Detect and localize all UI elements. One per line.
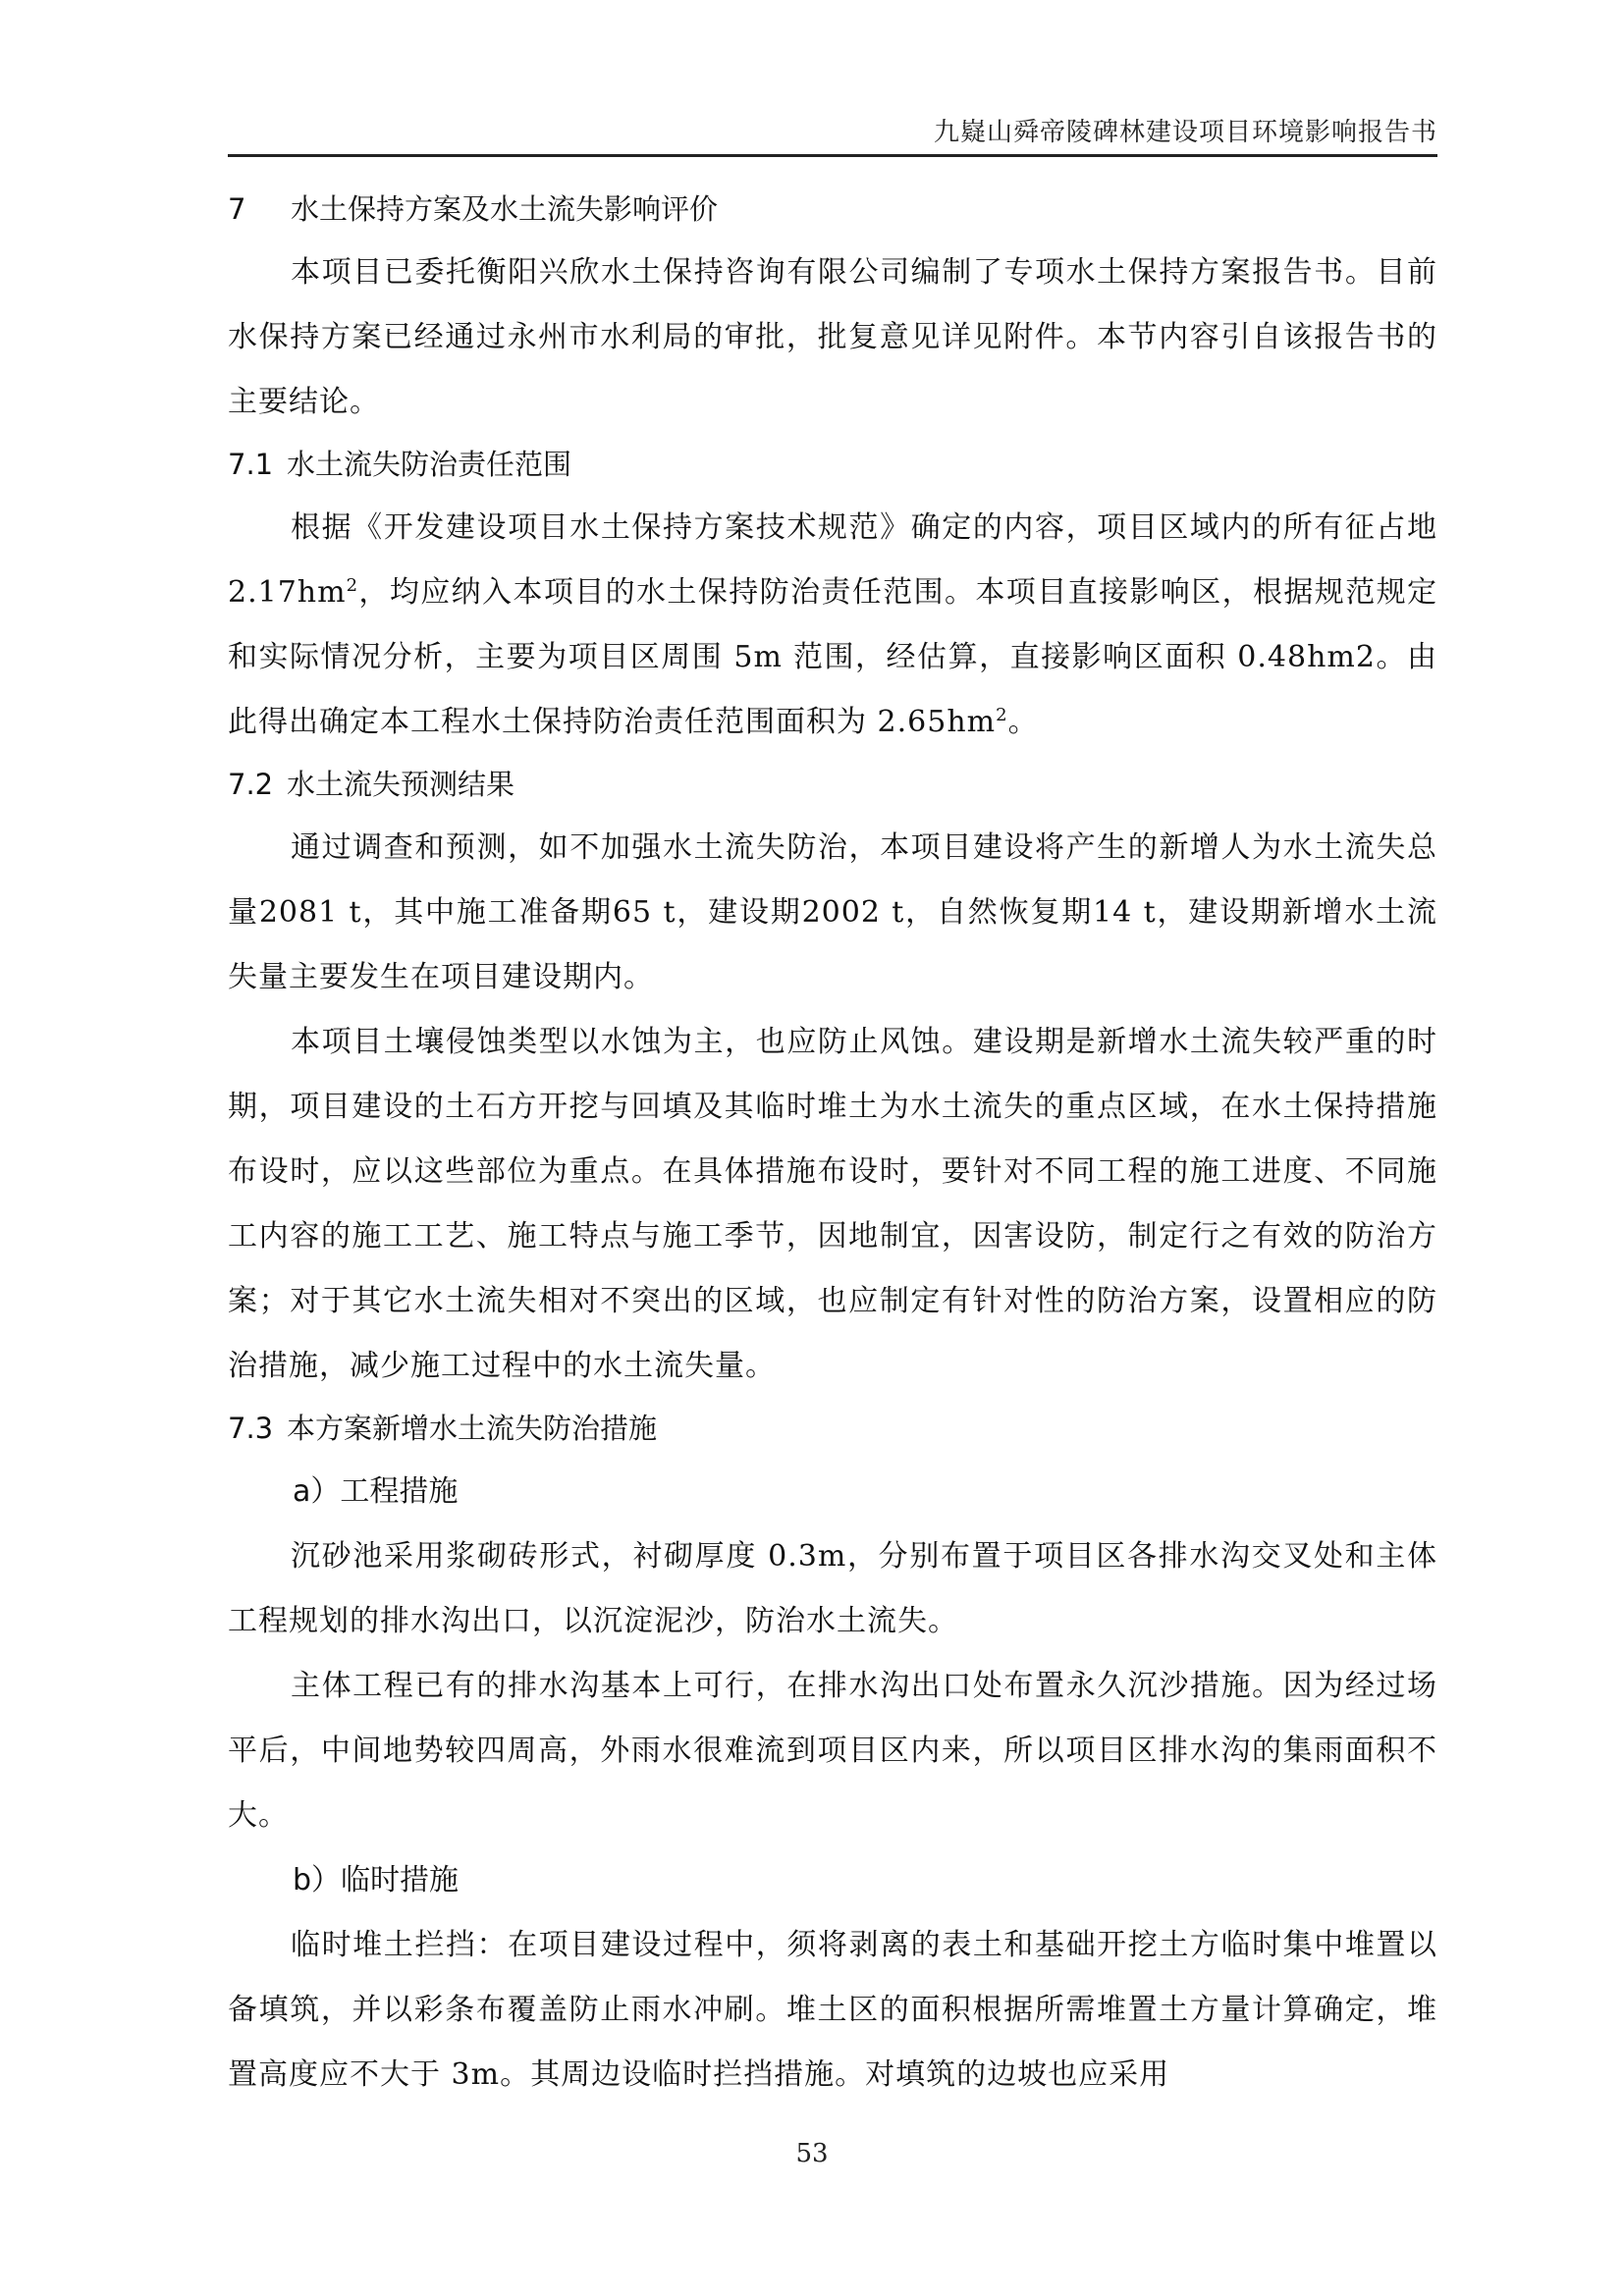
page-number: 53 bbox=[795, 2139, 829, 2168]
subsection-b-label: b）临时措施 bbox=[293, 1863, 460, 1897]
section-number: 7.2 bbox=[228, 768, 274, 801]
page-header bbox=[228, 106, 1437, 149]
paragraph-text: 。 bbox=[1007, 705, 1039, 739]
section-7-1-heading bbox=[228, 445, 1437, 484]
subsection-b-paragraph-1: 临时堆土拦挡：在项目建设过程中，须将剥离的表土和基础开挖土方临时集中堆置以备填筑，并以彩条布覆盖防止雨水冲刷。堆土区的面积根据所需堆置土方量计算确定，堆置高度应不大于 3m。其周边设临时拦挡措施。对填筑的边坡也应采用 bbox=[228, 1928, 1437, 2092]
section-title: 本方案新增水土流失防治措施 bbox=[287, 1412, 658, 1445]
section-7-2-paragraph-2: 本项目土壤侵蚀类型以水蚀为主，也应防止风蚀。建设期是新增水土流失较严重的时期，项目建设的土石方开挖与回填及其临时堆土为水土流失的重点区域，在水土保持措施布设时，应以这些部位为重点。在具体措施布设时，要针对不同工程的施工进度、不同施工内容的施工工艺、施工特点与施工季节，因地制宜，因害设防，制定行之有效的防治方案；对于其它水土流失相对不突出的区域，也应制定有针对性的防治方案，设置相应的防治措施，减少施工过程中的水土流失量。 bbox=[228, 1025, 1437, 1383]
section-number: 7.1 bbox=[228, 448, 274, 481]
section-7-1-paragraph bbox=[228, 496, 1437, 755]
section-7-intro: 本项目已委托衡阳兴欣水土保持咨询有限公司编制了专项水土保持方案报告书。目前水保持方案已经通过永州市水利局的审批，批复意见详见附件。本节内容引自该报告书的主要结论。 bbox=[228, 255, 1437, 419]
superscript: 2 bbox=[346, 575, 359, 596]
paragraph-text: ，均应纳入本项目的水土保持防治责任范围。本项目直接影响区，根据规范规定和实际情况分析，主要为项目区周围 5m 范围，经估算，直接影响区面积 0.48hm2。由此得出确定本工程水土保持防治责任范围面积为 2.65hm bbox=[228, 575, 1437, 739]
page-content bbox=[228, 189, 1437, 2108]
section-7-2-heading bbox=[228, 765, 1437, 804]
superscript: 2 bbox=[996, 705, 1008, 725]
header-rule bbox=[228, 154, 1437, 157]
header-title: 九嶷山舜帝陵碑林建设项目环境影响报告书 bbox=[933, 118, 1437, 147]
section-number: 7.3 bbox=[228, 1412, 274, 1445]
subsection-a-paragraph-1: 沉砂池采用浆砌砖形式，衬砌厚度 0.3m，分别布置于项目区各排水沟交叉处和主体工程规划的排水沟出口，以沉淀泥沙，防治水土流失。 bbox=[228, 1539, 1437, 1638]
section-7-heading bbox=[228, 189, 1437, 229]
section-title: 水土流失防治责任范围 bbox=[287, 448, 572, 481]
section-title: 水土流失预测结果 bbox=[287, 768, 515, 801]
section-7-2-paragraph-1: 通过调查和预测，如不加强水土流失防治，本项目建设将产生的新增人为水土流失总量2081 t，其中施工准备期65 t，建设期2002 t，自然恢复期14 t，建设期新增水土流失量主要发生在项目建设期内。 bbox=[228, 830, 1437, 994]
paragraph-text: 根据《开发建设项目水土保持方案技术规范》确定的内容，项目区域内的所有征占地 2.17hm bbox=[228, 510, 1437, 610]
subsection-a-label: a）工程措施 bbox=[293, 1474, 459, 1509]
section-title: 水土保持方案及水土流失影响评价 bbox=[291, 192, 719, 226]
section-7-3-heading bbox=[228, 1409, 1437, 1448]
section-number: 7 bbox=[228, 192, 246, 226]
subsection-a-paragraph-2: 主体工程已有的排水沟基本上可行，在排水沟出口处布置永久沉沙措施。因为经过场平后，中间地势较四周高，外雨水很难流到项目区内来，所以项目区排水沟的集雨面积不大。 bbox=[228, 1669, 1437, 1833]
